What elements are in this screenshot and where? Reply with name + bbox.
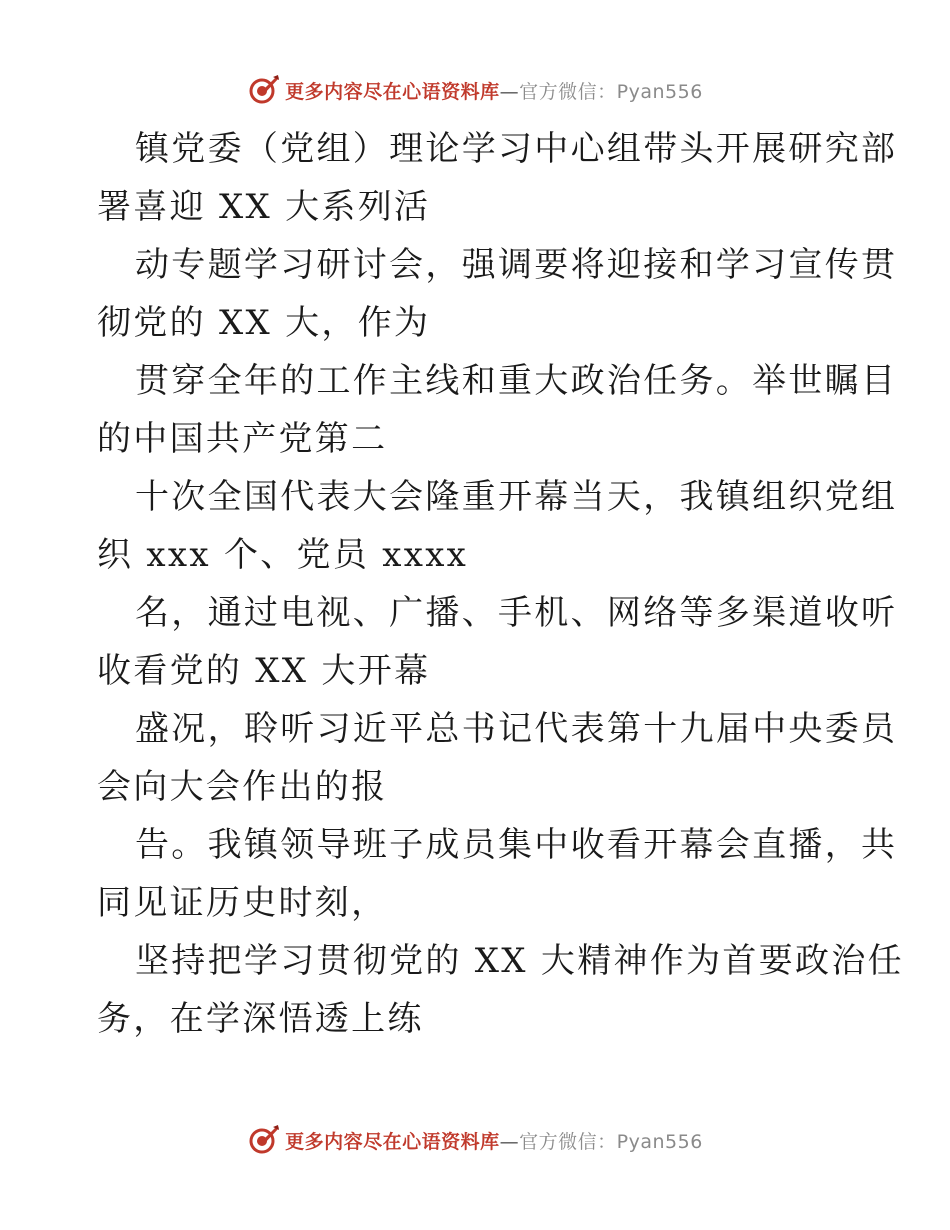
watermark-contact: 官方微信：Pyan556: [519, 80, 703, 103]
watermark-text: [285, 77, 703, 104]
text-line-2: 署喜迎 XX 大系列活: [97, 187, 431, 227]
header-watermark-banner: [0, 70, 950, 110]
watermark-dash: —: [499, 80, 520, 103]
footer-watermark-banner: [0, 1120, 950, 1160]
text-line-16: 务，在学深悟透上练: [97, 999, 424, 1039]
text-line-14: 同见证历史时刻，: [97, 883, 388, 923]
watermark-dash: —: [499, 1130, 520, 1153]
text-line-4: 彻党的 XX 大，作为: [97, 303, 431, 343]
text-line-3: 动专题学习研讨会，强调要将迎接和学习宣传贯: [135, 245, 898, 285]
quill-logo-icon: [247, 73, 281, 107]
text-line-6: 的中国共产党第二: [97, 419, 388, 459]
text-line-5: 贯穿全年的工作主线和重大政治任务。举世瞩目: [135, 361, 898, 401]
text-line-1: 镇党委（党组）理论学习中心组带头开展研究部: [135, 129, 898, 169]
text-line-7: 十次全国代表大会隆重开幕当天，我镇组织党组: [135, 477, 898, 517]
text-line-9: 名，通过电视、广播、手机、网络等多渠道收听: [135, 593, 898, 633]
text-line-8: 织 xxx 个、党员 xxxx: [97, 535, 469, 575]
text-line-10: 收看党的 XX 大开幕: [97, 651, 431, 691]
text-line-13: 告。我镇领导班子成员集中收看开幕会直播，共: [135, 825, 898, 865]
text-line-15: 坚持把学习贯彻党的 XX 大精神作为首要政治任: [135, 941, 904, 981]
text-line-11: 盛况，聆听习近平总书记代表第十九届中央委员: [135, 709, 898, 749]
document-body: [97, 120, 904, 1048]
watermark-contact: 官方微信：Pyan556: [519, 1130, 703, 1153]
text-line-12: 会向大会作出的报: [97, 767, 388, 807]
watermark-brand: 更多内容尽在心语资料库: [285, 80, 500, 103]
watermark-brand: 更多内容尽在心语资料库: [285, 1130, 500, 1153]
quill-logo-icon: [247, 1123, 281, 1157]
watermark-text: [285, 1127, 703, 1154]
